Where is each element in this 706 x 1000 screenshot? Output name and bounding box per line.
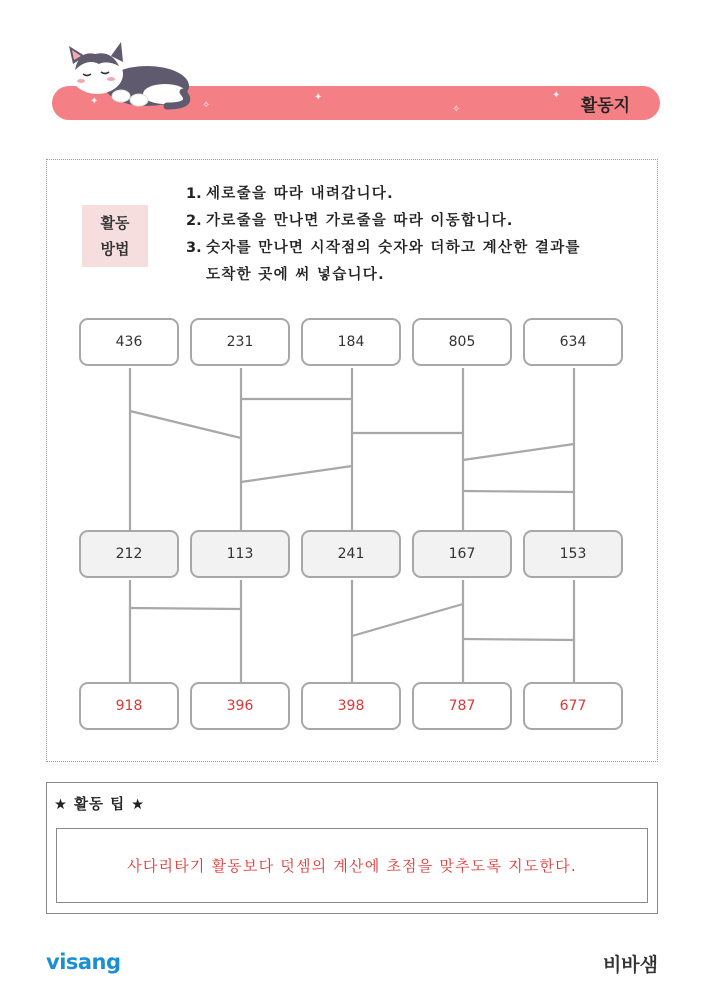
- sparkle-icon: ✧: [452, 104, 461, 115]
- header-title: 활동지: [580, 96, 630, 116]
- result-cell[interactable]: 787: [412, 682, 512, 730]
- sparkle-icon: ✦: [552, 90, 561, 101]
- result-cell[interactable]: 398: [301, 682, 401, 730]
- sparkle-icon: ✦: [314, 92, 323, 103]
- ladder-rung: [352, 604, 463, 636]
- tip-box: [56, 828, 648, 903]
- ladder-rung: [463, 444, 574, 460]
- ladder-rung: [130, 608, 241, 609]
- vivasam-logo: 비바샘: [602, 954, 658, 976]
- middle-number-cell: 212: [79, 530, 179, 578]
- ladder-rung: [463, 491, 574, 492]
- method-label-line2: 방법: [100, 240, 130, 258]
- step-item: 도착한 곳에 써 넣습니다.: [206, 267, 385, 283]
- middle-number-cell: 153: [523, 530, 623, 578]
- result-cell[interactable]: 396: [190, 682, 290, 730]
- middle-number-cell: 167: [412, 530, 512, 578]
- sparkle-icon: ✦: [90, 96, 99, 107]
- top-number-cell: 436: [79, 318, 179, 366]
- step-item: 1. 세로줄을 따라 내려갑니다.: [186, 186, 394, 202]
- top-number-cell: 184: [301, 318, 401, 366]
- result-cell[interactable]: 677: [523, 682, 623, 730]
- middle-number-cell: 241: [301, 530, 401, 578]
- tip-title: ★ 활동 팁 ★: [54, 797, 146, 813]
- visang-logo: visang: [46, 950, 121, 974]
- tip-text: 사다리타기 활동보다 덧셈의 계산에 초점을 맞추도록 지도한다.: [127, 857, 577, 875]
- result-cell[interactable]: 918: [79, 682, 179, 730]
- ladder-rung: [463, 639, 574, 640]
- step-item: 3. 숫자를 만나면 시작점의 숫자와 더하고 계산한 결과를: [186, 240, 581, 256]
- ladder-rung: [130, 411, 241, 438]
- middle-number-cell: 113: [190, 530, 290, 578]
- top-number-cell: 634: [523, 318, 623, 366]
- top-number-cell: 231: [190, 318, 290, 366]
- sparkle-icon: ✧: [202, 100, 211, 111]
- step-item: 2. 가로줄을 만나면 가로줄을 따라 이동합니다.: [186, 213, 514, 229]
- top-number-cell: 805: [412, 318, 512, 366]
- ladder-rung: [241, 466, 352, 482]
- method-label-line1: 활동: [100, 214, 130, 232]
